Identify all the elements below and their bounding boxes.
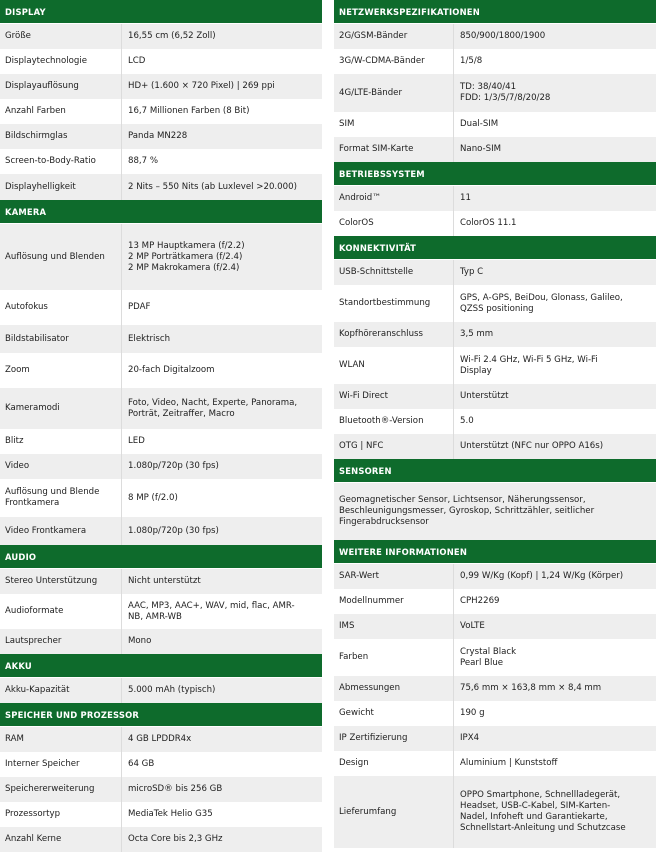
spec-label: Auflösung und Blenden bbox=[0, 224, 122, 290]
spec-label: Lieferumfang bbox=[334, 776, 454, 848]
spec-row bbox=[0, 517, 322, 545]
spec-value: MediaTek Helio G35 bbox=[128, 809, 213, 819]
spec-label: Anzahl Farben bbox=[0, 99, 122, 124]
spec-row bbox=[0, 727, 322, 752]
spec-value: ColorOS 11.1 bbox=[460, 218, 517, 228]
spec-value: Mono bbox=[128, 636, 152, 646]
spec-label: Speichererweiterung bbox=[0, 777, 122, 802]
right-spec-column bbox=[334, 0, 656, 848]
spec-row bbox=[334, 589, 656, 614]
spec-value: LED bbox=[128, 436, 145, 446]
section-header-audio: AUDIO bbox=[0, 545, 322, 569]
spec-value: 8 MP (f/2.0) bbox=[128, 492, 178, 503]
spec-value: Octa Core bis 2,3 GHz bbox=[128, 834, 223, 844]
spec-label: Blitz bbox=[0, 429, 122, 454]
spec-row bbox=[0, 479, 322, 517]
spec-label: Modellnummer bbox=[334, 589, 454, 614]
spec-label: Bildschirmglas bbox=[0, 124, 122, 149]
spec-value: Nano-SIM bbox=[460, 144, 502, 154]
spec-label: Standortbestimmung bbox=[334, 285, 454, 322]
spec-label: Autofokus bbox=[0, 290, 122, 325]
spec-value: 64 GB bbox=[128, 759, 155, 769]
spec-row bbox=[0, 353, 322, 388]
spec-label: Wi-Fi Direct bbox=[334, 384, 454, 409]
spec-value: OPPO Smartphone, Schnellladegerät, Headset, USB-C-Kabel, SIM-Karten- Nadel, Infoheft und Garantiekarte, Schnellstart-Anleitung und Schutzcase bbox=[460, 790, 626, 833]
spec-value: 88,7 % bbox=[128, 156, 159, 166]
spec-value: Wi-Fi 2.4 GHz, Wi-Fi 5 GHz, Wi-Fi Display bbox=[460, 354, 598, 376]
spec-label: Kameramodi bbox=[0, 388, 122, 429]
spec-row bbox=[0, 752, 322, 777]
spec-row bbox=[334, 409, 656, 434]
spec-label: WLAN bbox=[334, 347, 454, 384]
spec-value: Foto, Video, Nacht, Experte, Panorama, Porträt, Zeitraffer, Macro bbox=[128, 397, 298, 419]
spec-row bbox=[0, 49, 322, 74]
spec-value: 5.000 mAh (typisch) bbox=[128, 685, 216, 695]
spec-label: Video bbox=[0, 454, 122, 479]
spec-label: Video Frontkamera bbox=[0, 517, 122, 545]
spec-row bbox=[0, 174, 322, 200]
spec-row bbox=[334, 564, 656, 589]
spec-row bbox=[0, 678, 322, 703]
spec-label: Displayhelligkeit bbox=[0, 174, 122, 200]
spec-label: Design bbox=[334, 751, 454, 776]
spec-label: 2G/GSM-Bänder bbox=[334, 24, 454, 49]
spec-row bbox=[334, 260, 656, 285]
section-header-akku: AKKU bbox=[0, 654, 322, 678]
spec-label: Auflösung und Blende Frontkamera bbox=[0, 479, 122, 517]
spec-row bbox=[0, 594, 322, 629]
spec-value: Dual-SIM bbox=[460, 119, 499, 129]
spec-row bbox=[334, 434, 656, 459]
spec-value: HD+ (1.600 × 720 Pixel) | 269 ppi bbox=[128, 81, 275, 91]
spec-label: Bildstabilisator bbox=[0, 325, 122, 353]
spec-label: Farben bbox=[334, 639, 454, 676]
spec-row bbox=[0, 325, 322, 353]
spec-row bbox=[334, 639, 656, 676]
spec-label: 3G/W-CDMA-Bänder bbox=[334, 49, 454, 74]
spec-value: 850/900/1800/1900 bbox=[460, 31, 546, 41]
spec-value: Elektrisch bbox=[128, 333, 171, 344]
spec-label: Anzahl Kerne bbox=[0, 827, 122, 852]
spec-row bbox=[334, 614, 656, 639]
spec-label: Kopfhöreranschluss bbox=[334, 322, 454, 347]
spec-label: Format SIM-Karte bbox=[334, 137, 454, 162]
spec-row bbox=[334, 726, 656, 751]
left-spec-column bbox=[0, 0, 322, 852]
spec-value: 190 g bbox=[460, 708, 485, 718]
section-header-display: DISPLAY bbox=[0, 0, 322, 24]
spec-row bbox=[0, 24, 322, 49]
spec-row bbox=[334, 211, 656, 236]
spec-value: Unterstützt bbox=[460, 391, 509, 401]
section-header-konnektivität: KONNEKTIVITÄT bbox=[334, 236, 656, 260]
spec-value: 16,55 cm (6,52 Zoll) bbox=[128, 31, 216, 41]
spec-row bbox=[0, 429, 322, 454]
spec-label: OTG | NFC bbox=[334, 434, 454, 459]
section-text-sensoren: Geomagnetischer Sensor, Lichtsensor, Näherungssensor, Beschleunigungsmesser, Gyroskop, Schrittzähler, seitlicher Fingerabdrucksensor bbox=[334, 483, 656, 540]
spec-row bbox=[334, 347, 656, 384]
spec-row bbox=[0, 827, 322, 852]
spec-value: AAC, MP3, AAC+, WAV, mid, flac, AMR- NB, AMR-WB bbox=[128, 600, 295, 622]
spec-label: 4G/LTE-Bänder bbox=[334, 74, 454, 112]
spec-row bbox=[0, 388, 322, 429]
spec-row bbox=[0, 802, 322, 827]
spec-value: GPS, A-GPS, BeiDou, Glonass, Galileo, QZSS positioning bbox=[460, 292, 623, 314]
spec-label: SAR-Wert bbox=[334, 564, 454, 589]
spec-row bbox=[0, 99, 322, 124]
spec-label: Displayauflösung bbox=[0, 74, 122, 99]
spec-label: IMS bbox=[334, 614, 454, 639]
spec-row bbox=[334, 74, 656, 112]
spec-value: 0,99 W/Kg (Kopf) | 1,24 W/Kg (Körper) bbox=[460, 571, 624, 581]
spec-label: ColorOS bbox=[334, 211, 454, 236]
spec-row bbox=[0, 629, 322, 654]
section-header-weitere-informationen: WEITERE INFORMATIONEN bbox=[334, 540, 656, 564]
spec-label: Lautsprecher bbox=[0, 629, 122, 654]
spec-value: CPH2269 bbox=[460, 596, 500, 606]
spec-value: Unterstützt (NFC nur OPPO A16s) bbox=[460, 441, 604, 451]
section-header-speicher-und-prozessor: SPEICHER UND PROZESSOR bbox=[0, 703, 322, 727]
spec-label: SIM bbox=[334, 112, 454, 137]
spec-value: 20-fach Digitalzoom bbox=[128, 365, 215, 375]
spec-label: Zoom bbox=[0, 353, 122, 388]
spec-label: Interner Speicher bbox=[0, 752, 122, 777]
spec-label: RAM bbox=[0, 727, 122, 752]
spec-row bbox=[334, 676, 656, 701]
spec-value: Nicht unterstützt bbox=[128, 576, 201, 586]
spec-value: 4 GB LPDDR4x bbox=[128, 734, 192, 744]
spec-label: USB-Schnittstelle bbox=[334, 260, 454, 285]
spec-label: Größe bbox=[0, 24, 122, 49]
spec-row bbox=[334, 285, 656, 322]
spec-value: 11 bbox=[460, 193, 471, 203]
spec-value: microSD® bis 256 GB bbox=[128, 784, 223, 794]
section-header-betriebssystem: BETRIEBSSYSTEM bbox=[334, 162, 656, 186]
spec-row bbox=[334, 112, 656, 137]
spec-value: 13 MP Hauptkamera (f/2.2) 2 MP Porträtkamera (f/2.4) 2 MP Makrokamera (f/2.4) bbox=[128, 240, 245, 273]
spec-row bbox=[0, 149, 322, 174]
spec-value: Typ C bbox=[460, 267, 484, 277]
spec-value: PDAF bbox=[128, 302, 151, 312]
spec-label: Stereo Unterstützung bbox=[0, 569, 122, 594]
spec-label: Audioformate bbox=[0, 594, 122, 629]
spec-label: IP Zertifizierung bbox=[334, 726, 454, 751]
spec-label: Screen-to-Body-Ratio bbox=[0, 149, 122, 174]
spec-row bbox=[334, 776, 656, 848]
spec-value: Panda MN228 bbox=[128, 131, 188, 141]
spec-value: 1.080p/720p (30 fps) bbox=[128, 525, 219, 536]
spec-row bbox=[0, 124, 322, 149]
spec-value: 2 Nits – 550 Nits (ab Luxlevel >20.000) bbox=[128, 181, 297, 192]
section-header-sensoren: SENSOREN bbox=[334, 459, 656, 483]
spec-row bbox=[0, 454, 322, 479]
spec-row bbox=[334, 49, 656, 74]
spec-row bbox=[0, 224, 322, 290]
spec-value: 75,6 mm × 163,8 mm × 8,4 mm bbox=[460, 683, 602, 693]
spec-label: Akku-Kapazität bbox=[0, 678, 122, 703]
spec-label: Android™ bbox=[334, 186, 454, 211]
section-header-netzwerkspezifikationen: NETZWERKSPEZIFIKATIONEN bbox=[334, 0, 656, 24]
spec-row bbox=[0, 74, 322, 99]
spec-value: 3,5 mm bbox=[460, 329, 494, 339]
spec-label: Bluetooth®-Version bbox=[334, 409, 454, 434]
spec-row bbox=[334, 137, 656, 162]
spec-label: Abmessungen bbox=[334, 676, 454, 701]
spec-label: Displaytechnologie bbox=[0, 49, 122, 74]
spec-row bbox=[0, 777, 322, 802]
spec-label: Gewicht bbox=[334, 701, 454, 726]
spec-row bbox=[0, 569, 322, 594]
spec-value: TD: 38/40/41 FDD: 1/3/5/7/8/20/28 bbox=[460, 82, 551, 103]
spec-label: Prozessortyp bbox=[0, 802, 122, 827]
spec-value: 5.0 bbox=[460, 416, 474, 426]
spec-row bbox=[334, 701, 656, 726]
spec-value: VoLTE bbox=[460, 621, 485, 631]
spec-row bbox=[0, 290, 322, 325]
spec-value: 16,7 Millionen Farben (8 Bit) bbox=[128, 106, 250, 116]
spec-row bbox=[334, 751, 656, 776]
spec-value: LCD bbox=[128, 56, 146, 66]
spec-value: 1/5/8 bbox=[460, 56, 483, 66]
spec-row bbox=[334, 384, 656, 409]
spec-value: 1.080p/720p (30 fps) bbox=[128, 461, 219, 471]
spec-row bbox=[334, 24, 656, 49]
spec-value: Aluminium | Kunststoff bbox=[460, 758, 558, 768]
spec-row bbox=[334, 186, 656, 211]
spec-row bbox=[334, 322, 656, 347]
section-header-kamera: KAMERA bbox=[0, 200, 322, 224]
spec-value: IPX4 bbox=[460, 733, 480, 743]
spec-value: Crystal Black Pearl Blue bbox=[460, 646, 517, 668]
